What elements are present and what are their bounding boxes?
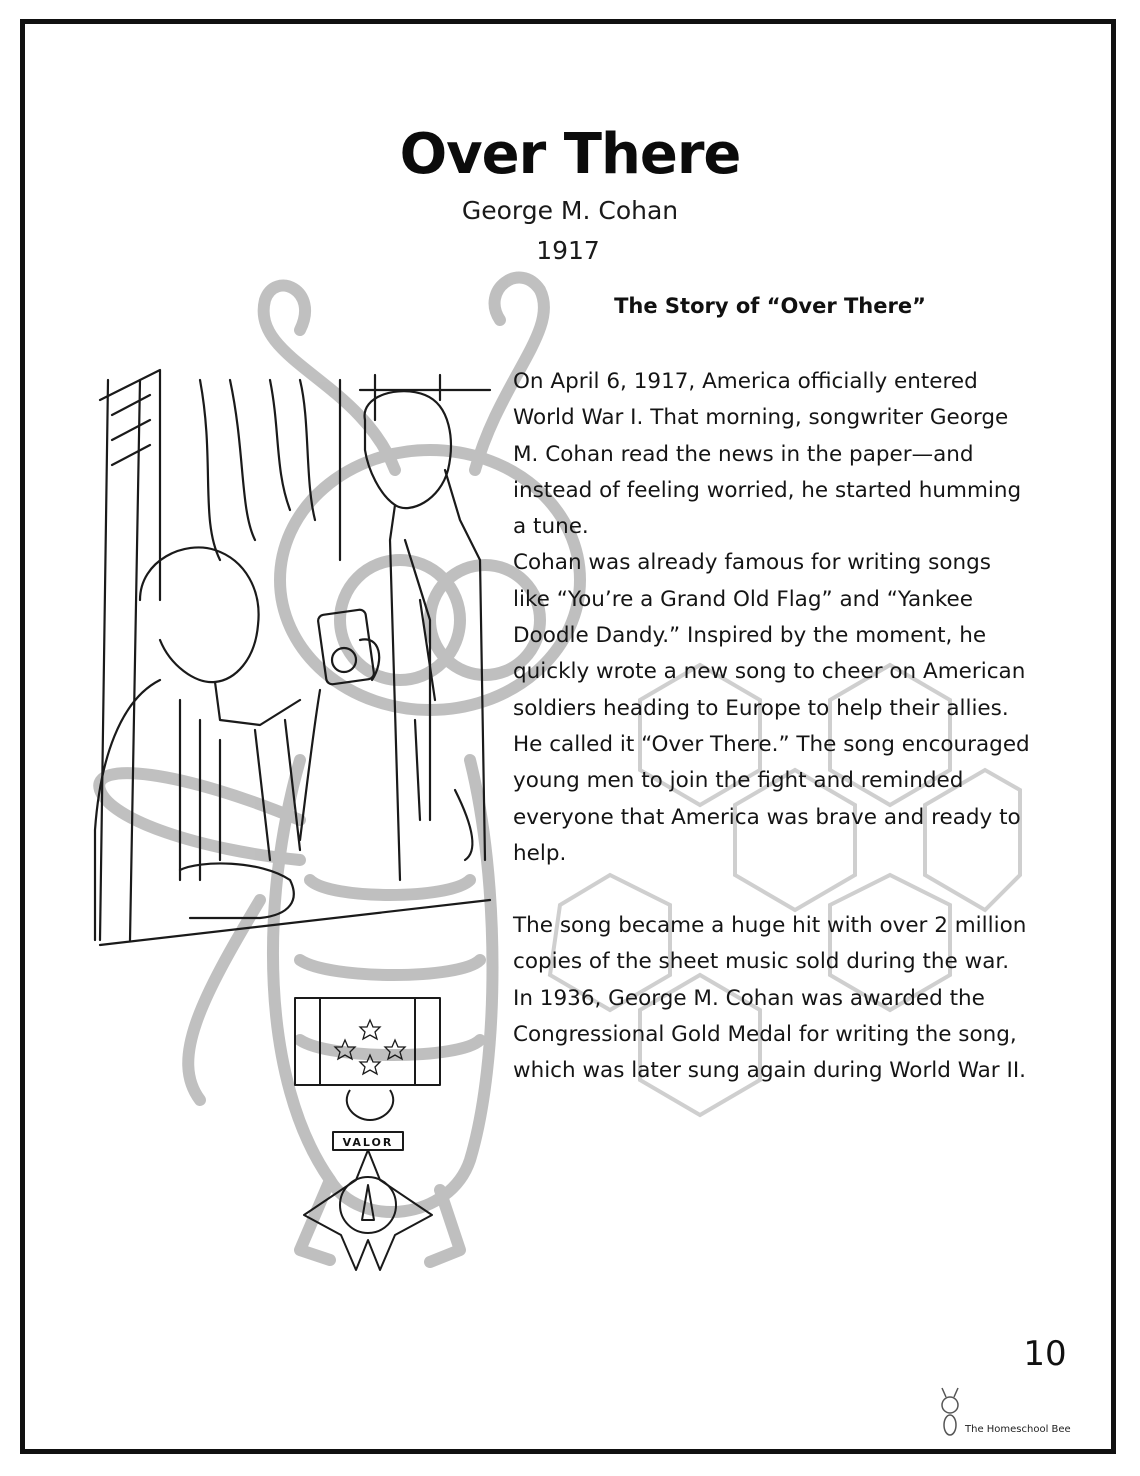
song-year: 1917	[536, 236, 600, 265]
paragraph-gap	[513, 872, 1061, 908]
story-line: In 1936, George M. Cohan was awarded the	[513, 985, 985, 1011]
story-line: everyone that America was brave and ready to	[513, 804, 1021, 830]
story-heading: The Story of “Over There”	[614, 294, 926, 318]
story-line: The song became a huge hit with over 2 million	[513, 913, 1027, 939]
story-line: Congressional Gold Medal for writing the song,	[513, 1022, 1017, 1048]
story-line: quickly wrote a new song to cheer on American	[513, 659, 1026, 685]
story-line: M. Cohan read the news in the paper—and	[513, 441, 974, 467]
brand-name: The Homeschool Bee	[965, 1424, 1071, 1435]
story-line: copies of the sheet music sold during the war.	[513, 949, 1010, 975]
story-line: soldiers heading to Europe to help their allies.	[513, 695, 1009, 721]
story-line: instead of feeling worried, he started humming	[513, 477, 1022, 503]
story-line: young men to join the fight and reminded	[513, 768, 964, 794]
story-body	[513, 364, 1061, 1090]
story-line: Doodle Dandy.” Inspired by the moment, he	[513, 623, 987, 649]
story-line: like “You’re a Grand Old Flag” and “Yankee	[513, 586, 973, 612]
story-line: He called it “Over There.” The song encouraged	[513, 731, 1030, 757]
story-line: which was later sung again during World War II.	[513, 1058, 1026, 1084]
story-line: a tune.	[513, 514, 589, 540]
story-line: On April 6, 1917, America officially entered	[513, 369, 978, 394]
story-line: Cohan was already famous for writing songs	[513, 550, 991, 576]
homeschool-bee-logo-icon	[942, 1388, 958, 1435]
song-author: George M. Cohan	[461, 196, 679, 225]
story-line: World War I. That morning, songwriter George	[513, 405, 1009, 431]
medal-of-honor-drawing	[295, 998, 440, 1270]
medal-label: VALOR	[342, 1136, 394, 1149]
page-title: Over There	[399, 122, 741, 187]
story-line: help.	[513, 840, 567, 866]
page-number: 10	[1023, 1334, 1067, 1374]
